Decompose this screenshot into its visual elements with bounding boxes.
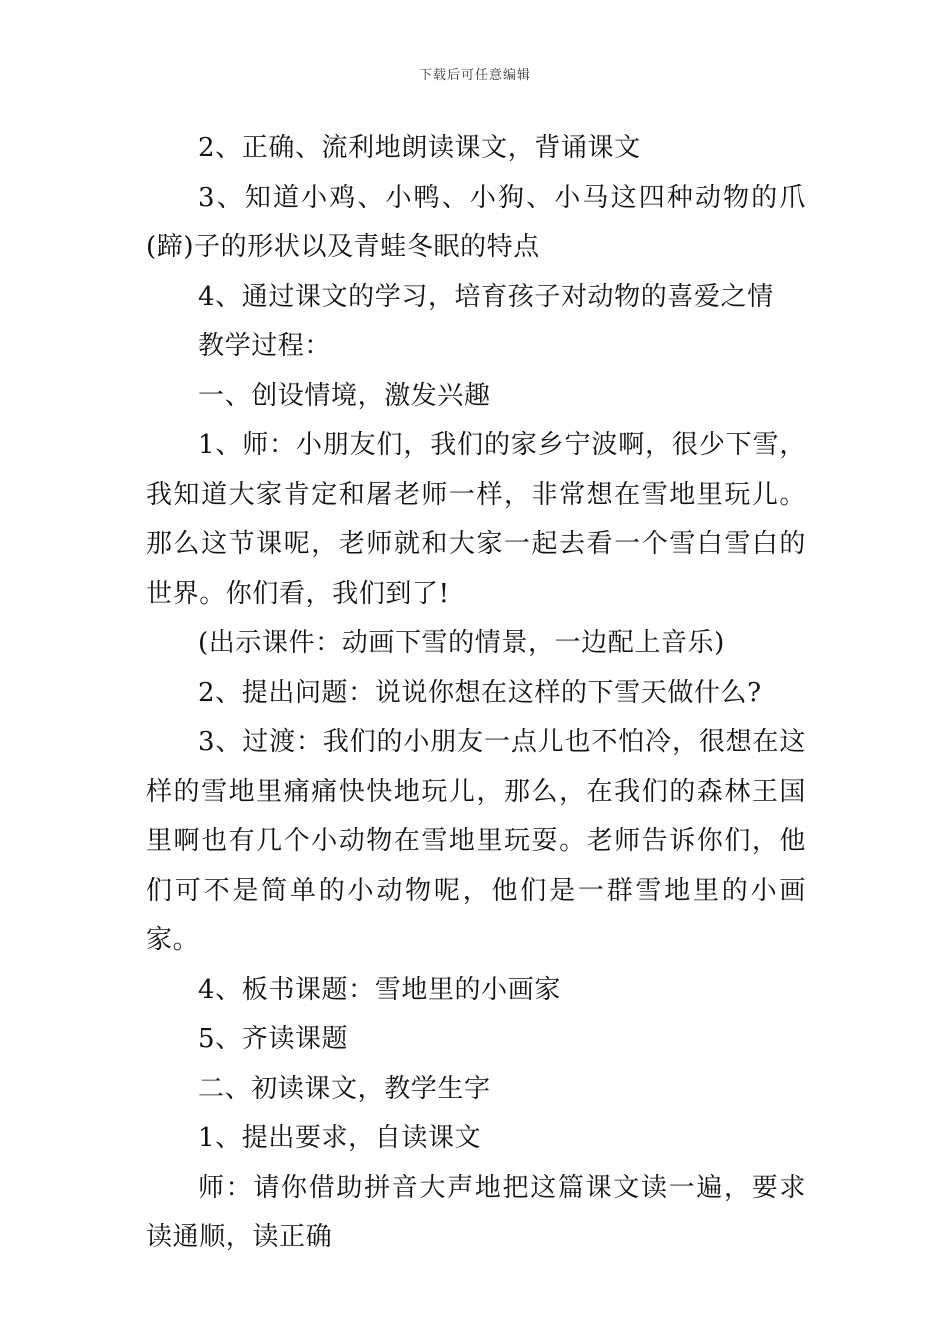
paragraph: 4、通过课文的学习，培育孩子对动物的喜爱之情 [198,281,774,312]
paragraph: 5、齐读课题 [198,1024,349,1054]
header-note: 下载后可任意编辑 [418,68,531,83]
paragraph: 2、正确、流利地朗读课文，背诵课文 [198,133,641,163]
paragraph: 3、知道小鸡、小鸭、小狗、小马这四种动物的爪(蹄)子的形状以及青蛙冬眠的特点 [146,182,806,262]
paragraph: 1、师：小朋友们，我们的家乡宁波啊，很少下雪，我知道大家肯定和屠老师一样，非常想在雪地里玩儿。那么这节课呢，老师就和大家一起去看一个雪白雪白的世界。你们看，我们到了! [146,430,806,609]
paragraph: 4、板书课题：雪地里的小画家 [198,974,561,1005]
paragraph: 2、提出问题：说说你想在这样的下雪天做什么? [198,677,762,708]
document-body [146,124,806,1263]
paragraph: 1、提出要求，自读课文 [198,1123,482,1153]
paragraph: 师：请你借助拼音大声地把这篇课文读一遍，要求读通顺，读正确 [146,1172,806,1252]
section-heading: 教学过程： [198,331,332,361]
paragraph: 3、过渡：我们的小朋友一点儿也不怕冷，很想在这样的雪地里痛痛快快地玩儿，那么，在我们的森林王国里啊也有几个小动物在雪地里玩耍。老师告诉你们，他们可不是简单的小动物呢，他们是一群雪地里的小画家。 [146,727,806,955]
section-heading: 二、初读课文，教学生字 [198,1073,491,1104]
paragraph: (出示课件：动画下雪的情景，一边配上音乐) [198,628,725,658]
section-heading: 一、创设情境，激发兴趣 [198,380,491,411]
